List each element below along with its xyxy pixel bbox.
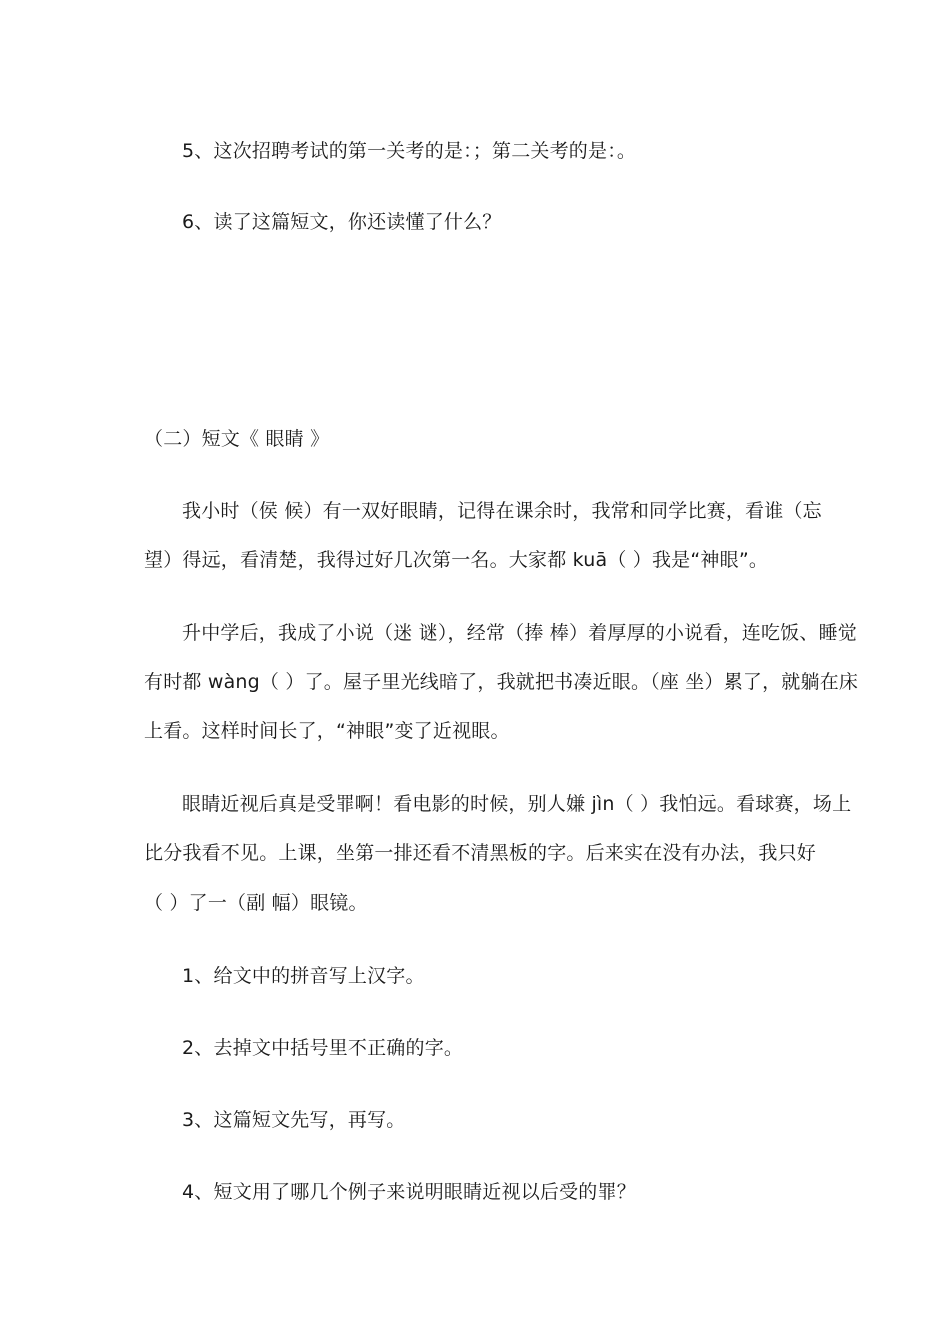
question-2: 2、去掉文中括号里不正确的字。 (182, 1037, 464, 1059)
question-5: 5、这次招聘考试的第一关考的是：；第二关考的是：。 (182, 140, 637, 162)
question-4: 4、短文用了哪几个例子来说明眼睛近视以后受的罪？ (182, 1181, 636, 1203)
paragraph-line: 我小时（侯 候）有一双好眼睛，记得在课余时，我常和同学比赛，看谁（忘 (182, 500, 822, 522)
paragraph-line: 眼睛近视后真是受罪啊！看电影的时候，别人嫌 jìn（ ）我怕远。看球赛，场上 (182, 793, 852, 815)
paragraph-line: 有时都 wàng（ ）了。屋子里光线暗了，我就把书凑近眼。（座 坐）累了，就躺在床 (144, 671, 859, 693)
paragraph-line: 上看。这样时间长了，“神眼”变了近视眼。 (144, 720, 510, 742)
question-3: 3、这篇短文先写，再写。 (182, 1109, 406, 1131)
paragraph-line: （ ）了一（副 幅）眼镜。 (144, 892, 368, 914)
paragraph-line: 升中学后，我成了小说（迷 谜），经常（捧 棒）着厚厚的小说看，连吃饭、睡觉 (182, 622, 857, 644)
question-6: 6、读了这篇短文，你还读懂了什么？ (182, 211, 502, 233)
question-1: 1、给文中的拼音写上汉字。 (182, 965, 425, 987)
section-heading: （二）短文《 眼睛 》 (144, 428, 330, 450)
paragraph-line: 比分我看不见。上课，坐第一排还看不清黑板的字。后来实在没有办法，我只好 (144, 842, 817, 864)
paragraph-line: 望）得远，看清楚，我得过好几次第一名。大家都 kuā（ ）我是“神眼”。 (144, 549, 769, 571)
